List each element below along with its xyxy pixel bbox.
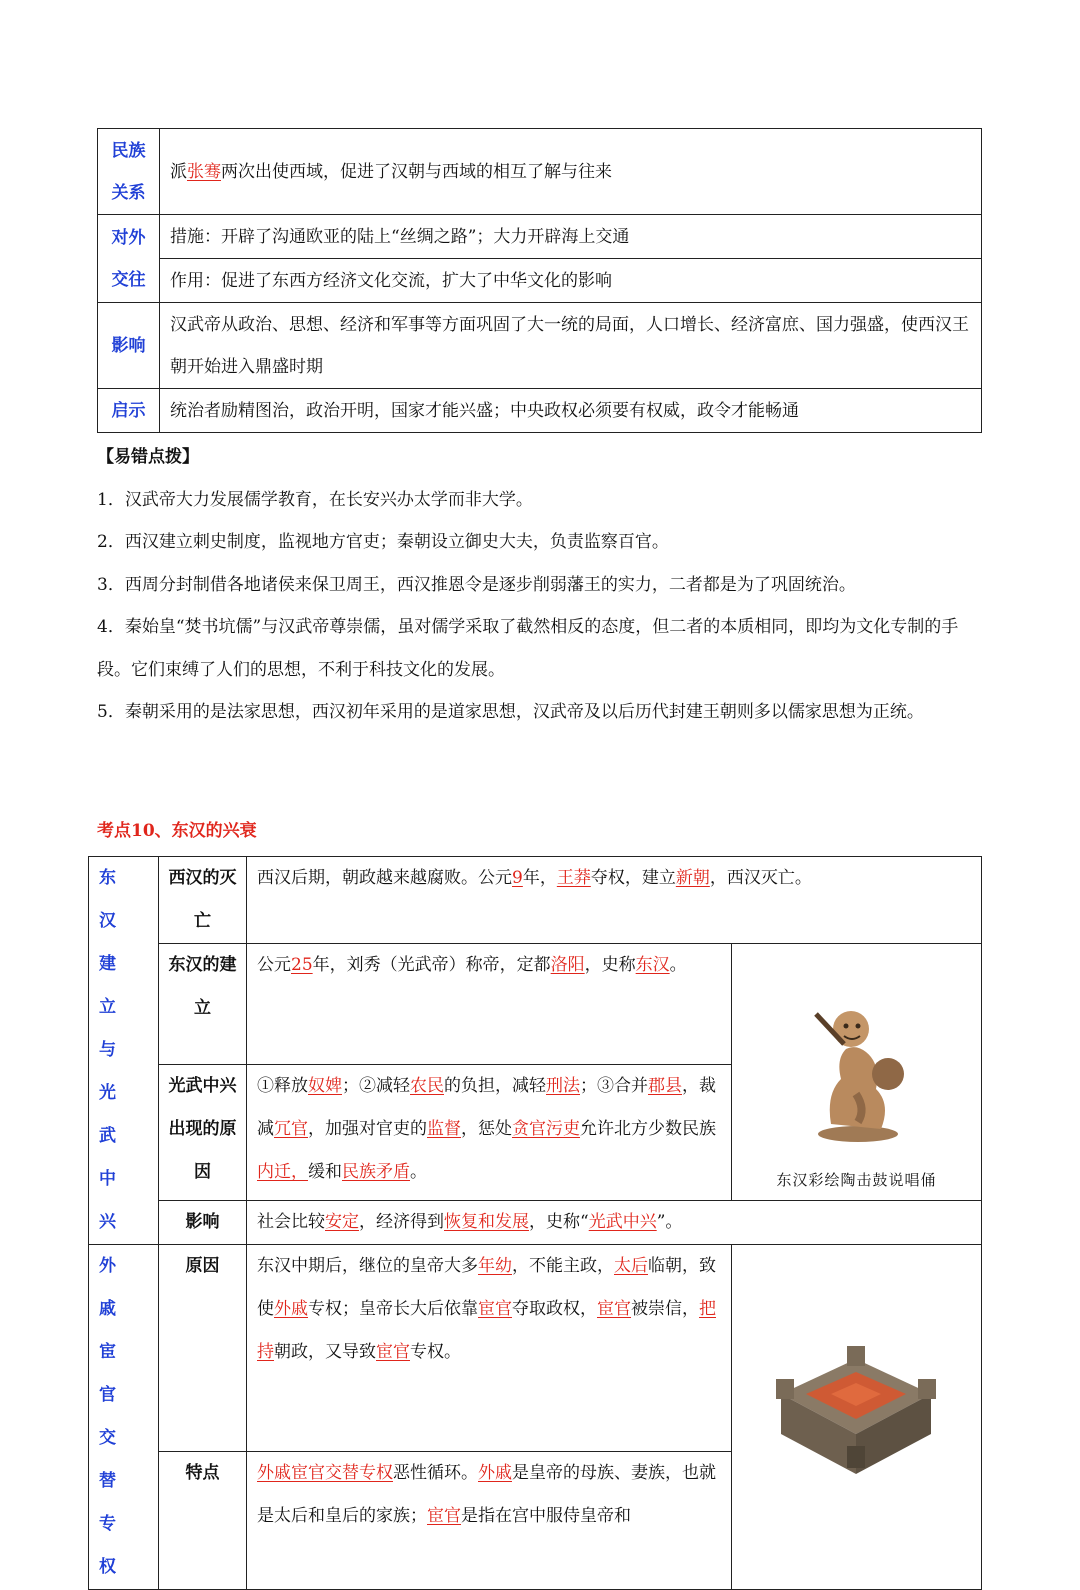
sub-characteristic: 特点 [159, 1451, 247, 1589]
common-mistakes-section [97, 436, 987, 734]
fortress-image-cell [731, 1245, 981, 1590]
row-ethnic-text: 派张骞两次出使西域，促进了汉朝与西域的相互了解与往来 [160, 129, 982, 215]
cause-text: 东汉中期后，继位的皇帝大多年幼，不能主政，太后临朝，致使外戚专权；皇帝长大后依靠宦官夺取政权，宦官被崇信，把持朝政，又导致宦官专权。 [247, 1245, 732, 1452]
row-head-influence: 影响 [98, 303, 160, 389]
sub-restoration-causes: 光武中兴出现的原因 [159, 1065, 247, 1201]
figurine-caption: 东汉彩绘陶击鼓说唱俑 [776, 1171, 937, 1189]
sub-eastern-han-founding: 东汉的建立 [159, 944, 247, 1065]
row-head-foreign: 对外 交往 [98, 215, 160, 303]
figurine-image-cell [731, 944, 981, 1201]
fortress-model-image [771, 1334, 941, 1484]
tips-title: 【易错点拨】 [97, 447, 199, 467]
tip-item: 4．秦始皇“焚书坑儒”与汉武帝尊崇儒，虽对儒学采取了截然相反的态度，但二者的本质相同，即均为文化专制的手段。它们束缚了人们的思想，不利于科技文化的发展。 [97, 617, 959, 680]
influence-text: 社会比较安定，经济得到恢复和发展，史称“光武中兴”。 [247, 1201, 982, 1245]
row-head-inspiration: 启示 [98, 389, 160, 433]
row-influence-text: 汉武帝从政治、思想、经济和军事等方面巩固了大一统的局面，人口增长、经济富庶、国力强盛，使西汉王朝开始进入鼎盛时期 [160, 303, 982, 389]
drummer-figurine-image [796, 974, 916, 1144]
sub-western-han-fall: 西汉的灭亡 [159, 857, 247, 944]
category-founding: 东汉建立与光武中兴 [89, 857, 159, 1245]
row-foreign-effect: 作用：促进了东西方经济文化交流，扩大了中华文化的影响 [160, 259, 982, 303]
western-han-fall-text: 西汉后期，朝政越来越腐败。公元9年，王莽夺权，建立新朝，西汉灭亡。 [247, 857, 982, 944]
tip-item: 5．秦朝采用的是法家思想，西汉初年采用的是道家思想，汉武帝及以后历代封建王朝则多以儒家思想为正统。 [97, 702, 924, 722]
sub-cause: 原因 [159, 1245, 247, 1452]
row-inspiration-text: 统治者励精图治，政治开明，国家才能兴盛；中央政权必须要有权威，政令才能畅通 [160, 389, 982, 433]
eastern-han-founding-text: 公元25年，刘秀（光武帝）称帝，定都洛阳，史称东汉。 [247, 944, 732, 1065]
restoration-causes-text: ①释放奴婢；②减轻农民的负担，减轻刑法；③合并郡县，裁减冗官，加强对官吏的监督，惩处贪官污吏允许北方少数民族内迁，缓和民族矛盾。 [247, 1065, 732, 1201]
section-title: 考点10、东汉的兴衰 [97, 821, 257, 841]
row-foreign-measures: 措施：开辟了沟通欧亚的陆上“丝绸之路”；大力开辟海上交通 [160, 215, 982, 259]
category-eunuch-consort: 外戚宦官交替专权 [89, 1245, 159, 1590]
row-head-ethnic: 民族 关系 [98, 129, 160, 215]
reform-table [97, 128, 982, 433]
tip-item: 3．西周分封制借各地诸侯来保卫周王，西汉推恩令是逐步削弱藩王的实力，二者都是为了巩固统治。 [97, 574, 856, 595]
characteristic-text: 外戚宦官交替专权恶性循环。外戚是皇帝的母族、妻族，也就是太后和皇后的家族；宦官是指在宫中服侍皇帝和 [247, 1451, 732, 1589]
eastern-han-table [88, 856, 982, 1590]
tip-item: 1．汉武帝大力发展儒学教育，在长安兴办太学而非大学。 [97, 489, 533, 510]
sub-influence: 影响 [159, 1201, 247, 1245]
tip-item: 2．西汉建立刺史制度，监视地方官吏；秦朝设立御史大夫，负责监察百官。 [97, 532, 669, 552]
